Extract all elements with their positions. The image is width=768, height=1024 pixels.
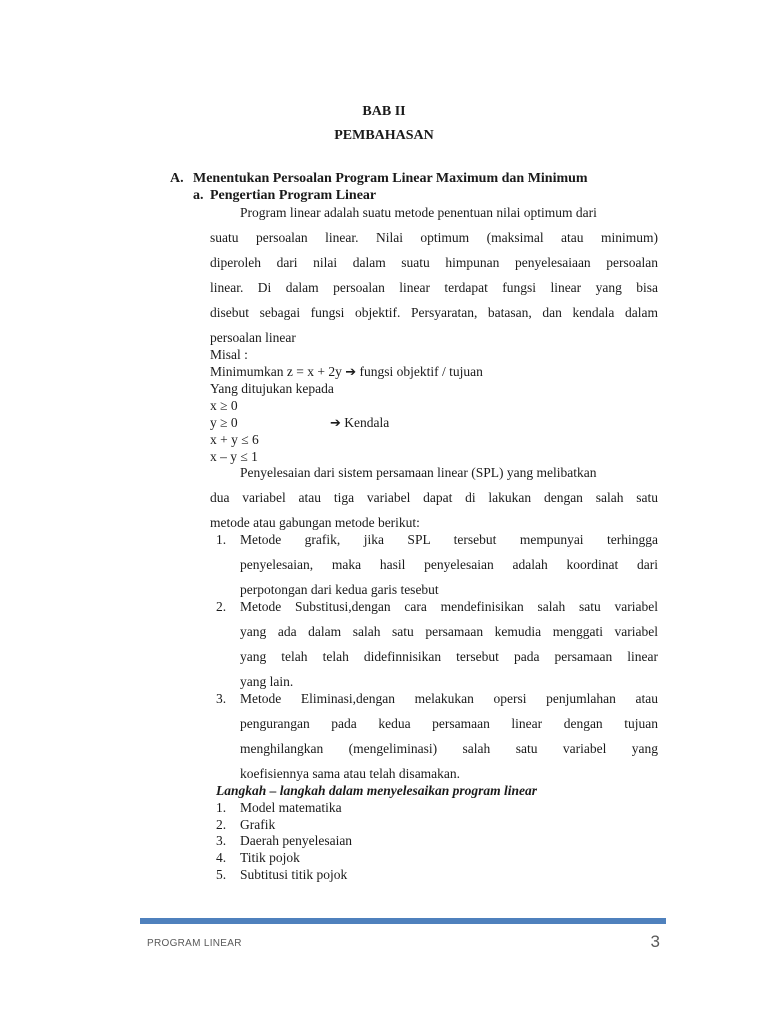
method-line: menghilangkan (mengeliminasi) salah satu variabel yang bbox=[240, 741, 658, 756]
arrow-right-icon: ➔ bbox=[345, 365, 357, 380]
step-number: 3. bbox=[216, 833, 227, 848]
subsection-a-title: Pengertian Program Linear bbox=[210, 188, 377, 203]
method-line: Metode Eliminasi,dengan melakukan opersi penjumlahan atau bbox=[240, 691, 658, 706]
step-number: 2. bbox=[216, 817, 227, 832]
paragraph2-line: Penyelesaian dari sistem persamaan linear (SPL) yang melibatkan bbox=[240, 465, 597, 480]
steps-heading: Langkah – langkah dalam menyelesaikan program linear bbox=[216, 783, 538, 798]
method-line: penyelesaian, maka hasil penyelesaian adalah koordinat dari bbox=[240, 557, 658, 572]
method-line: yang lain. bbox=[240, 674, 294, 689]
section-a-marker: A. bbox=[170, 171, 184, 186]
method-number: 2. bbox=[216, 599, 227, 614]
step-item: Titik pojok bbox=[240, 850, 300, 865]
kendala-annotation bbox=[330, 415, 389, 431]
step-item: Daerah penyelesaian bbox=[240, 833, 353, 848]
page-number: 3 bbox=[650, 932, 660, 951]
paragraph2-line: metode atau gabungan metode berikut: bbox=[210, 515, 420, 530]
subsection-a-marker: a. bbox=[193, 188, 204, 203]
example-misal: Misal : bbox=[210, 347, 248, 362]
footer-title: PROGRAM LINEAR bbox=[147, 938, 242, 949]
constraint-line: x ≥ 0 bbox=[210, 398, 238, 413]
paragraph1-line: suatu persoalan linear. Nilai optimum (maksimal atau minimum) bbox=[210, 230, 658, 245]
kendala-label: Kendala bbox=[344, 415, 390, 430]
paragraph1-line: disebut sebagai fungsi objektif. Persyaratan, batasan, dan kendala dalam bbox=[210, 305, 658, 320]
step-number: 5. bbox=[216, 867, 227, 882]
chapter-title: PEMBAHASAN bbox=[334, 128, 434, 143]
constraint-line: y ≥ 0 bbox=[210, 415, 238, 430]
example-objective bbox=[210, 364, 483, 380]
method-line: koefisiennya sama atau telah disamakan. bbox=[240, 766, 461, 781]
method-number: 1. bbox=[216, 532, 227, 547]
method-line: Metode grafik, jika SPL tersebut mempunyai terhingga bbox=[240, 532, 658, 547]
method-number: 3. bbox=[216, 691, 227, 706]
chapter-label: BAB II bbox=[362, 104, 406, 119]
example-subject-to: Yang ditujukan kepada bbox=[210, 381, 334, 396]
footer-divider-bar bbox=[140, 918, 666, 924]
constraint-line: x + y ≤ 6 bbox=[210, 432, 259, 447]
objective-formula: Minimumkan z = x + 2y bbox=[210, 364, 342, 379]
paragraph1-line: linear. Di dalam persoalan linear terdapat fungsi linear yang bisa bbox=[210, 280, 658, 295]
method-line: pengurangan pada kedua persamaan linear dengan tujuan bbox=[240, 716, 658, 731]
section-a-title: Menentukan Persoalan Program Linear Maximum dan Minimum bbox=[193, 171, 588, 186]
paragraph2-line: dua variabel atau tiga variabel dapat di lakukan dengan salah satu bbox=[210, 490, 658, 505]
paragraph1-line: diperoleh dari nilai dalam suatu himpunan penyelesaiaan persoalan bbox=[210, 255, 658, 270]
step-number: 1. bbox=[216, 800, 227, 815]
method-line: perpotongan dari kedua garis tesebut bbox=[240, 582, 439, 597]
paragraph1-line: persoalan linear bbox=[210, 330, 296, 345]
method-line: Metode Substitusi,dengan cara mendefinisikan salah satu variabel bbox=[240, 599, 658, 614]
step-item: Grafik bbox=[240, 817, 276, 832]
paragraph1-line: Program linear adalah suatu metode penentuan nilai optimum dari bbox=[240, 205, 597, 220]
step-item: Model matematika bbox=[240, 800, 342, 815]
method-line: yang ada dalam salah satu persamaan kemudia menggati variabel bbox=[240, 624, 658, 639]
arrow-right-icon: ➔ bbox=[330, 416, 341, 431]
constraint-line: x – y ≤ 1 bbox=[210, 449, 258, 464]
step-number: 4. bbox=[216, 850, 227, 865]
method-line: yang telah telah didefinnisikan tersebut pada persamaan linear bbox=[240, 649, 658, 664]
objective-label: fungsi objektif / tujuan bbox=[359, 364, 483, 379]
step-item: Subtitusi titik pojok bbox=[240, 867, 348, 882]
